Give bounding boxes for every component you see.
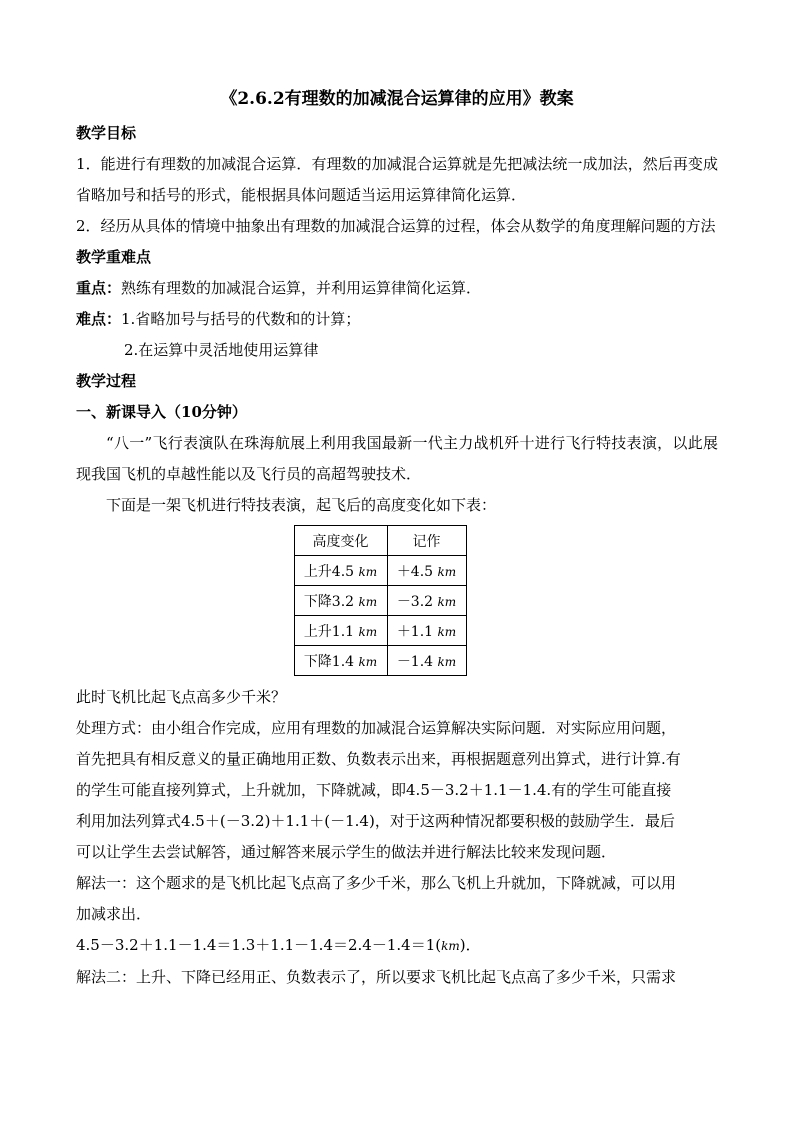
handling-line-5: 可以让学生去尝试解答，通过解答来展示学生的做法并进行解法比较来发现问题．: [76, 843, 617, 861]
table-cell-change: 上升1.1 km: [294, 616, 387, 646]
difficulty-point: [76, 304, 718, 335]
objective-item-1: 1．能进行有理数的加减混合运算．有理数的加减混合运算就是先把减法统一成加法，然后再变成省略加号和括号的形式，能根据具体问题适当运用运算律简化运算．: [76, 155, 718, 204]
table-row: [294, 556, 466, 586]
difficulty-item-1: 1.省略加号与括号的代数和的计算；: [121, 310, 361, 328]
handling-line-2: 首先把具有相反意义的量正确地用正数、负数表示出来，再根据题意列出算式，进行计算.有: [76, 750, 681, 768]
process-heading: 教学过程: [76, 372, 137, 390]
question-line: 此时飞机比起飞点高多少千米？: [76, 688, 287, 706]
key-points-heading: 教学重难点: [76, 248, 152, 266]
key-label: 重点：: [76, 279, 122, 297]
objective-item-2: 2．经历从具体的情境中抽象出有理数的加减混合运算的过程，体会从数学的角度理解问题的方法: [76, 217, 716, 235]
document-title: 《2.6.2有理数的加减混合运算律的应用》教案: [220, 89, 574, 109]
table-row: [294, 586, 466, 616]
document-page: [76, 82, 718, 993]
difficulty-label: 难点：: [76, 310, 122, 328]
difficulty-item-2: 2.在运算中灵活地使用运算律: [124, 341, 319, 359]
objectives-heading: 教学目标: [76, 124, 137, 142]
table-cell-change: 上升4.5 km: [294, 556, 387, 586]
calc-unit: km: [441, 939, 460, 953]
table-cell-change: 下降1.4 km: [294, 646, 387, 676]
table-intro-paragraph: 下面是一架飞机进行特技表演，起飞后的高度变化如下表：: [106, 496, 497, 514]
method1-line-1: 解法一：这个题求的是飞机比起飞点高了多少千米，那么飞机上升就加，下降就减，可以用: [76, 874, 677, 892]
handling-line-3: 的学生可能直接列算式，上升就加，下降就减，即4.5－3.2＋1.1－1.4.有的学生可能直接: [76, 781, 672, 799]
table-header-cell: 记作: [387, 526, 466, 556]
table-cell-change: 下降3.2 km: [294, 586, 387, 616]
table-cell-record: －3.2 km: [387, 586, 466, 616]
table-cell-record: ＋4.5 km: [387, 556, 466, 586]
process-sub-heading: 一、新课导入（10分钟）: [76, 403, 247, 421]
intro-paragraph: “八一”飞行表演队在珠海航展上利用我国最新一代主力战机歼十进行飞行特技表演，以此展现我国飞机的卓越性能以及飞行员的高超驾驶技术．: [76, 434, 718, 483]
key-text: 熟练有理数的加减混合运算，并利用运算律简化运算．: [121, 279, 482, 297]
method2-line-1: 解法二：上升、下降已经用正、负数表示了，所以要求飞机比起飞点高了多少千米，只需求: [76, 968, 677, 986]
table-cell-record: ＋1.1 km: [387, 616, 466, 646]
key-point: [76, 273, 718, 304]
method1-line-2: 加减求出．: [76, 905, 152, 923]
table-row: [294, 616, 466, 646]
calc-end: )．: [459, 936, 481, 954]
handling-line-1: 处理方式：由小组合作完成，应用有理数的加减混合运算解决实际问题．对实际应用问题，: [76, 719, 677, 737]
calculation-line: [76, 930, 718, 962]
height-change-table-wrap: [76, 525, 718, 676]
table-row: [294, 646, 466, 676]
table-header-cell: 高度变化: [294, 526, 387, 556]
table-cell-record: －1.4 km: [387, 646, 466, 676]
height-change-table: [294, 525, 467, 676]
handling-line-4: 利用加法列算式4.5＋(－3.2)＋1.1＋(－1.4)，对于这两种情况都要积极的鼓励学生．最后: [76, 812, 675, 830]
table-header-row: [294, 526, 466, 556]
calc-text: 4.5－3.2＋1.1－1.4＝1.3＋1.1－1.4＝2.4－1.4＝1(: [76, 936, 442, 954]
